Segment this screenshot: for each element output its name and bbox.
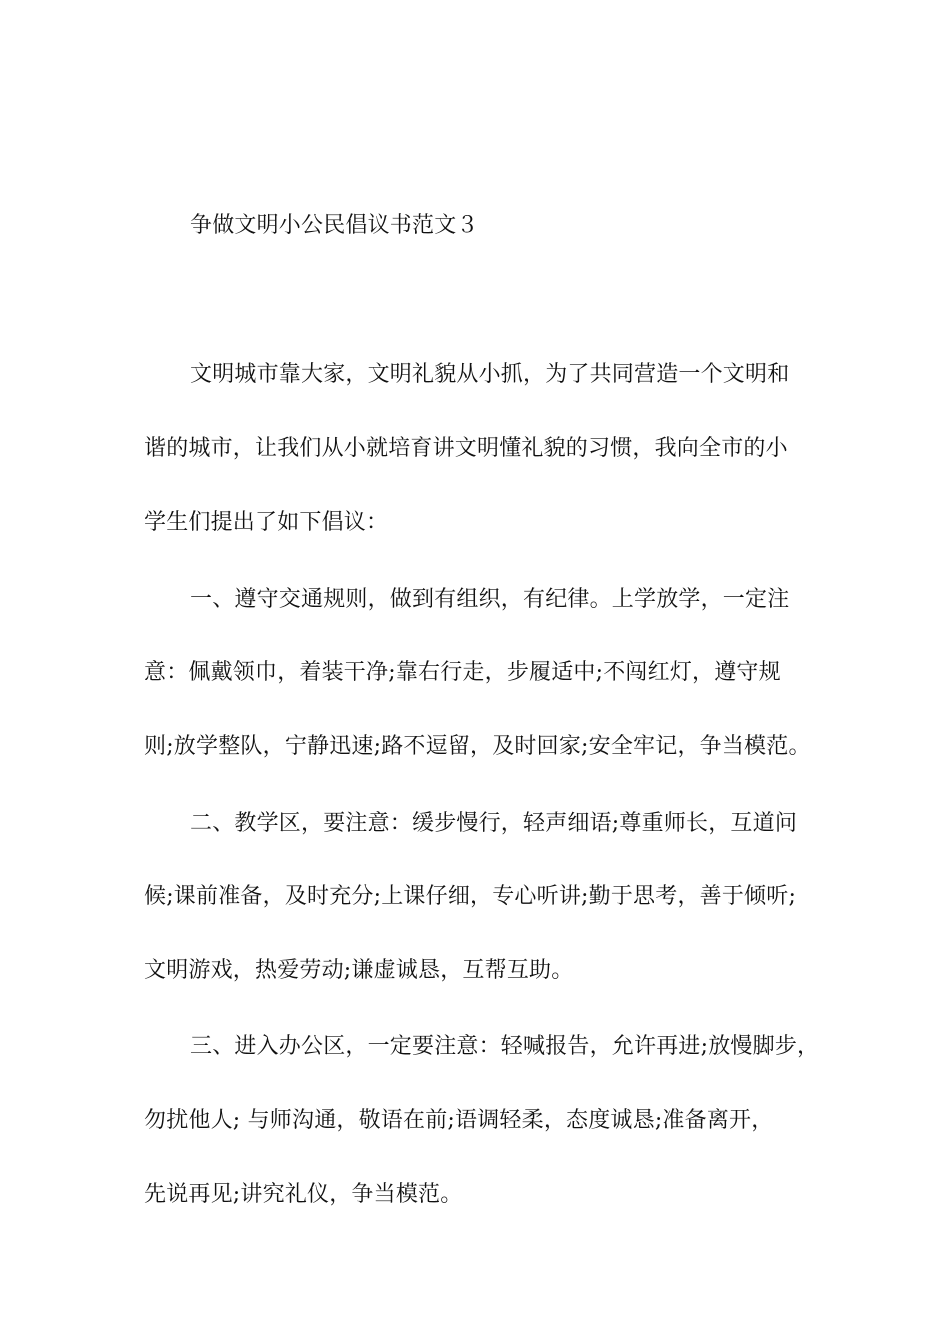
paragraph-line: 二、教学区，要注意：缓步慢行，轻声细语;尊重师长，互道问 [190,811,798,836]
paragraph-line: 先说再见;讲究礼仪，争当模范。 [144,1182,463,1207]
paragraph-line: 勿扰他人; 与师沟通，敬语在前;语调轻柔，态度诚恳;准备离开， [144,1108,774,1133]
document-title: 争做文明小公民倡议书范文３ [190,213,479,238]
paragraph-line: 则;放学整队，宁静迅速;路不逗留，及时回家;安全牢记，争当模范。 [144,734,811,759]
paragraph-line: 文明游戏，热爱劳动;谦虚诚恳，互帮互助。 [144,958,574,983]
paragraph-line: 文明城市靠大家，文明礼貌从小抓，为了共同营造一个文明和 [190,362,790,387]
paragraph-line: 三、进入办公区，一定要注意：轻喊报告，允许再进;放慢脚步， [190,1034,820,1059]
paragraph-line: 候;课前准备，及时充分;上课仔细，专心听讲;勤于思考，善于倾听; [144,884,797,909]
paragraph-line: 学生们提出了如下倡议： [144,510,389,535]
paragraph-line: 谐的城市，让我们从小就培育讲文明懂礼貌的习惯，我向全市的小 [144,436,788,461]
paragraph-line: 一、遵守交通规则，做到有组织，有纪律。上学放学，一定注 [190,587,790,612]
paragraph-line: 意：佩戴领巾，着装干净;靠右行走，步履适中;不闯红灯，遵守规 [144,660,781,685]
